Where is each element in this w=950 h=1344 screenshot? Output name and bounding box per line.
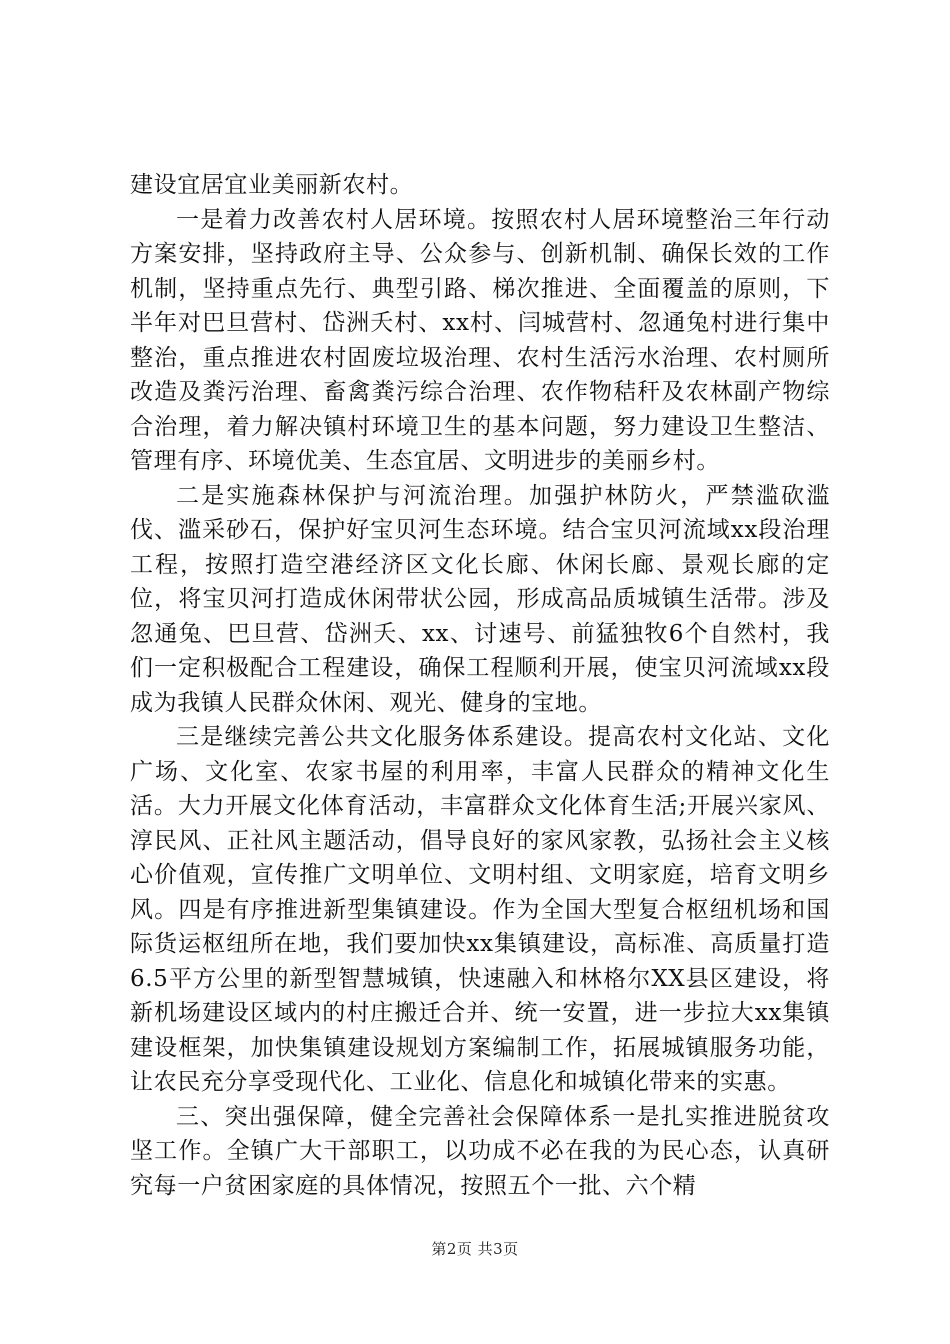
body-text xyxy=(130,168,830,1203)
paragraph-social-security: 三、突出强保障，健全完善社会保障体系一是扎实推进脱贫攻坚工作。全镇广大干部职工，以功成不必在我的为民心态，认真研究每一户贫困家庭的具体情况，按照五个一批、六个精 xyxy=(130,1103,830,1199)
paragraph-continuation: 建设宜居宜业美丽新农村。 xyxy=(130,172,414,198)
paragraph-rural-environment: 一是着力改善农村人居环境。按照农村人居环境整治三年行动方案安排，坚持政府主导、公众参与、创新机制、确保长效的工作机制，坚持重点先行、典型引路、梯次推进、全面覆盖的原则，下半年对巴旦营村、岱洲夭村、xx村、闫城营村、忽通兔村进行集中整治，重点推进农村固废垃圾治理、农村生活污水治理、农村厕所改造及粪污治理、畜禽粪污综合治理、农作物秸秆及农林副产物综合治理，着力解决镇村环境卫生的基本问题，努力建设卫生整洁、管理有序、环境优美、生态宜居、文明进步的美丽乡村。 xyxy=(130,206,830,474)
paragraph-forest-river: 二是实施森林保护与河流治理。加强护林防火，严禁滥砍滥伐、滥采砂石，保护好宝贝河生态环境。结合宝贝河流域xx段治理工程，按照打造空港经济区文化长廊、休闲长廊、景观长廊的定位，将宝贝河打造成休闲带状公园，形成高品质城镇生活带。涉及忽通兔、巴旦营、岱洲夭、xx、讨速号、前猛独牧6个自然村，我们一定积极配合工程建设，确保工程顺利开展，使宝贝河流域xx段成为我镇人民群众休闲、观光、健身的宝地。 xyxy=(130,482,830,716)
page-footer: 第2页 共3页 xyxy=(431,1240,519,1258)
paragraph-public-culture: 三是继续完善公共文化服务体系建设。提高农村文化站、文化广场、文化室、农家书屋的利用率，丰富人民群众的精神文化生活。大力开展文化体育活动，丰富群众文化体育生活;开展兴家风、淳民风、正社风主题活动，倡导良好的家风家教，弘扬社会主义核心价值观，宣传推广文明单位、文明村组、文明家庭，培育文明乡风。四是有序推进新型集镇建设。作为全国大型复合枢纽机场和国际货运枢纽所在地，我们要加快xx集镇建设，高标准、高质量打造6.5平方公里的新型智慧城镇，快速融入和林格尔XX县区建设，将新机场建设区域内的村庄搬迁合并、统一安置，进一步拉大xx集镇建设框架，加快集镇建设规划方案编制工作，拓展城镇服务功能，让农民充分享受现代化、工业化、信息化和城镇化带来的实惠。 xyxy=(130,724,830,1095)
